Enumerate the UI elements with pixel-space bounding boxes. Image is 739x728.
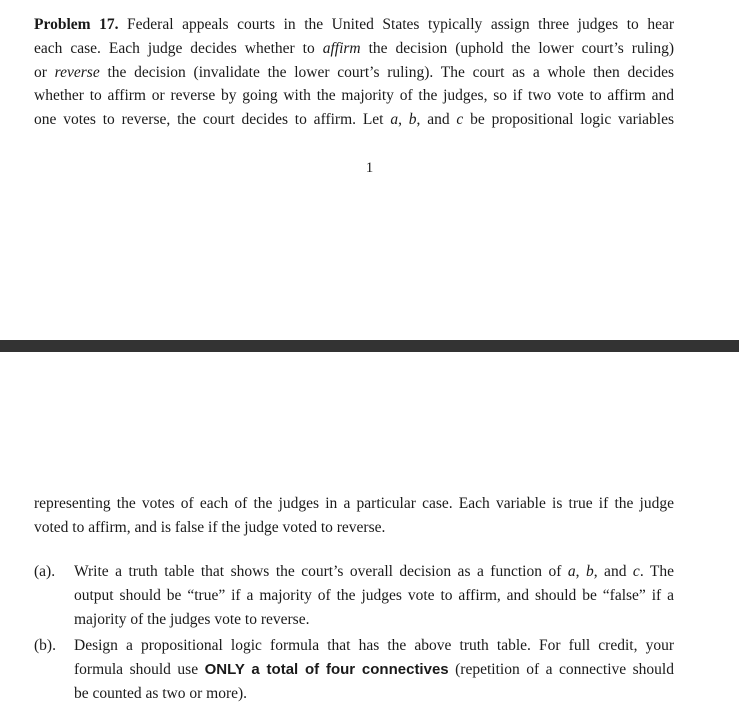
text-line: [74, 658, 674, 682]
text-line: [34, 516, 674, 540]
text-run: one votes to reverse, the court decides to affirm. Let: [34, 111, 391, 129]
text-line: [34, 37, 674, 61]
text-run: be propositional logic variables: [463, 111, 674, 129]
text-line: [74, 634, 674, 658]
text-line: [34, 61, 674, 85]
text-run: the decision (invalidate the lower court’s ruling). The court as a whole then decides: [99, 63, 675, 81]
text-run: majority of the judges vote to reverse.: [74, 610, 310, 628]
text-run: . The: [639, 563, 674, 580]
text-line: [74, 682, 674, 706]
page-separator: [0, 340, 739, 352]
text-line: [34, 492, 674, 516]
text-line: [34, 13, 674, 37]
text-run: Design a propositional logic formula that has the above truth table. For full credit, your: [74, 637, 674, 654]
text-run: , and: [416, 111, 457, 129]
line-content: [118, 16, 674, 33]
problem-label: Problem 17.: [34, 16, 119, 33]
text-run: representing the votes of each of the judges in a particular case. Each variable is true if the judge: [34, 495, 674, 512]
italic-text: b: [408, 111, 417, 129]
text-run: formula should use: [74, 660, 205, 678]
text-run: the decision (uphold the lower court’s ruling): [360, 39, 674, 57]
text-line: [74, 608, 674, 632]
text-run: output should be “true” if a majority of the judges vote to affirm, and should be “false” if a: [74, 586, 674, 604]
problem-statement: [34, 13, 674, 132]
text-run: , and: [593, 563, 633, 580]
subquestion-b: [34, 634, 674, 705]
subquestion-a: [34, 560, 674, 631]
text-run: or: [34, 63, 55, 81]
bold-text: ONLY a total of four connectives: [204, 660, 449, 678]
italic-text: affirm: [322, 39, 361, 57]
italic-text: a: [390, 111, 399, 129]
text-run: Write a truth table that shows the court’s overall decision as a function of: [74, 563, 568, 580]
italic-text: c: [632, 563, 640, 580]
subquestion-marker: (a).: [34, 563, 56, 580]
text-run: whether to affirm or reverse by going with the majority of the judges, so if two vote to affirm and: [34, 87, 674, 105]
text-run: Federal appeals courts in the United States typically assign three judges to hear: [118, 16, 674, 33]
text-line: [34, 84, 674, 108]
text-line: [74, 560, 674, 584]
italic-text: reverse: [54, 63, 100, 81]
text-line: [74, 584, 674, 608]
problem-continuation: [34, 492, 674, 540]
page-number: 1: [365, 160, 374, 176]
subquestion-text: [74, 560, 674, 631]
subquestion-marker: (b).: [34, 637, 56, 654]
text-run: be counted as two or more).: [74, 684, 248, 702]
italic-text: c: [456, 111, 464, 129]
text-run: each case. Each judge decides whether to: [34, 39, 323, 57]
text-run: ,: [575, 563, 586, 580]
italic-text: a: [567, 563, 576, 580]
text-run: voted to affirm, and is false if the judge voted to reverse.: [34, 518, 386, 536]
italic-text: b: [585, 563, 594, 580]
text-run: ,: [398, 111, 409, 129]
subquestion-text: [74, 634, 674, 705]
text-line: [34, 108, 674, 132]
text-run: (repetition of a connective should: [448, 660, 674, 678]
